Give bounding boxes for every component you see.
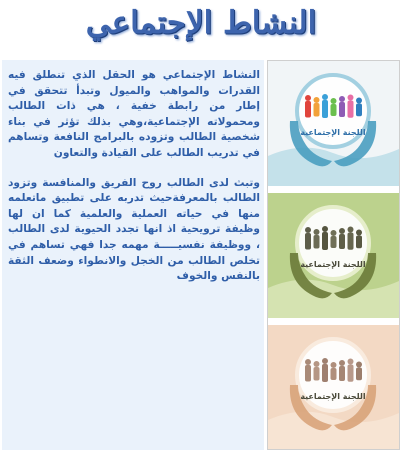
person-figure-icon [348, 227, 354, 250]
person-figure-icon [314, 361, 320, 381]
person-figure-icon [348, 95, 354, 118]
person-figure-icon [331, 230, 337, 248]
article-paragraph-2: وتبث لدى الطالب روح الفريق والمنافسة وتزود الطالب بالمعرفةحيث تدربه على تطبيق ماتعلمه منها في حياته العملية والعلمية كما ان لها وظيفة ترويحية اذ انها تجدد الحيوية لدى الطالب ، ووظيفة نفسيـــــة مهمه جدا فهي تساهم في تخلص الطالب من الخجل والانطواء وضعف الثقة بالنفس والخوف [8, 176, 260, 283]
person-figure-icon [314, 229, 320, 249]
logo-label: اللجنة الإجتماعية [300, 128, 366, 137]
person-figure-icon [322, 94, 328, 118]
person-figure-icon [339, 228, 345, 249]
logo-label: اللجنة الإجتماعية [300, 392, 366, 401]
person-figure-icon [322, 226, 328, 250]
logo-image-column [267, 60, 400, 450]
person-figure-icon [356, 98, 362, 117]
person-figure-icon [356, 230, 362, 249]
social-committee-logo-peach [268, 325, 399, 450]
person-figure-icon [339, 360, 345, 381]
logo-label: اللجنة الإجتماعية [300, 260, 366, 269]
person-figure-icon [314, 97, 320, 117]
page-title: النشاط الإجتماعي [85, 5, 317, 41]
person-figure-icon [356, 362, 362, 381]
person-figure-icon [305, 227, 311, 250]
person-figure-icon [331, 362, 337, 380]
social-committee-logo-color [268, 61, 399, 186]
article-paragraph-1: النشاط الإجتماعي هو الحقل الذي تنطلق فيه القدرات والمواهب والميول وتبدأ تتحقق في إطار من رابطة خفية ، هي ذات الطالب ومحمولاته الإجتماعية،وهي بذلك تؤثر في بناء شخصية الطالب وتزوده بالبرامج النافعة وتساهم في تدريب الطالب على القيادة والتعاون [8, 69, 260, 159]
social-committee-logo-olive [268, 193, 399, 318]
person-figure-icon [331, 98, 337, 116]
person-figure-icon [305, 359, 311, 382]
person-figure-icon [339, 96, 345, 117]
person-figure-icon [322, 358, 328, 382]
article-text-panel [2, 60, 264, 450]
person-figure-icon [348, 359, 354, 382]
person-figure-icon [305, 95, 311, 118]
